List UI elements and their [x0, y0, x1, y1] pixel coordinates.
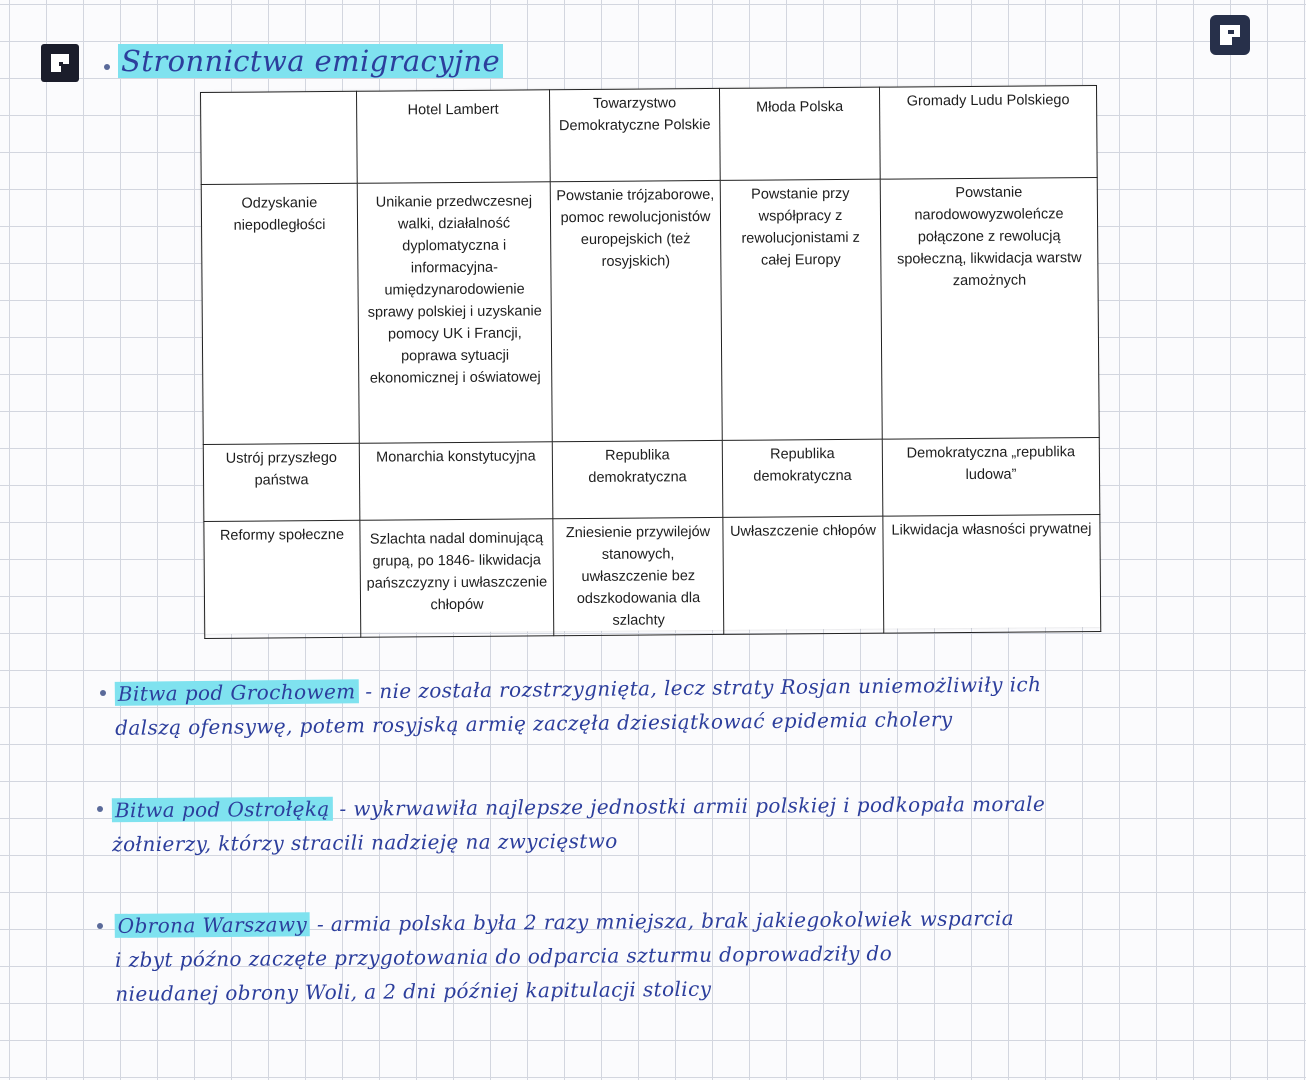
parties-table	[200, 85, 1100, 634]
note-text: - nie została rozstrzygnięta, lecz straty Rosjan uniemożliwiły ich	[358, 672, 1042, 704]
table-row	[204, 514, 1101, 638]
note-highlight: Obrona Warszawy	[115, 912, 311, 938]
table-row-label: Odzyskanie niepodległości	[201, 183, 359, 444]
note-ostroleka	[112, 787, 1046, 862]
table-cell: Powstanie trójzaborowe, pomoc rewolucjonistów europejskich (też rosyjskich)	[550, 180, 722, 441]
previous-page-icon	[48, 51, 72, 75]
table-row-label: Ustrój przyszłego państwa	[203, 443, 360, 521]
note-text: żołnierzy, którzy stracili nadzieję na zwycięstwo	[112, 828, 618, 857]
title-bullet	[104, 64, 110, 70]
table-cell: Szlachta nadal dominującą grupą, po 1846- likwidacja pańszczyzny i uwłaszczenie chłopów	[360, 519, 554, 638]
table-header-cell: Hotel Lambert	[356, 90, 550, 184]
note-text: i zbyt późno zaczęte przygotowania do odparcia szturmu doprowadziły do	[114, 941, 893, 972]
table-cell: Unikanie przedwczesnej walki, działalność dyplomatyczna i informacyjna- umiędzynarodowienie sprawy polskiej i uzyskanie pomocy UK i Francji, poprawa sytuacji ekonomicznej i oświatowej	[357, 182, 552, 444]
table-cell: Demokratyczna „republika ludowa”	[882, 437, 1100, 516]
table-row	[201, 177, 1099, 444]
note-bullet	[100, 690, 106, 696]
page-title	[118, 44, 503, 78]
table-header-cell: Towarzystwo Demokratyczne Polskie	[549, 88, 720, 181]
note-text: dalszą ofensywę, potem rosyjską armię zaczęła dziesiątkować epidemia cholery	[115, 707, 953, 740]
table-cell: Likwidacja własności prywatnej	[883, 514, 1101, 633]
table-cell: Republika demokratyczna	[722, 439, 883, 517]
note-grochow	[115, 667, 1042, 745]
table-cell: Uwłaszczenie chłopów	[723, 516, 884, 634]
table-row	[203, 437, 1100, 521]
note-text: - armia polska była 2 razy mniejsza, brak jakiegokolwiek wsparcia	[310, 906, 1015, 937]
next-page-button[interactable]	[1210, 15, 1250, 55]
note-bullet	[97, 923, 103, 929]
table-cell: Powstanie przy współpracy z rewolucjonistami z całej Europy	[720, 179, 882, 440]
note-highlight: Bitwa pod Grochowem	[115, 679, 359, 706]
table-header-cell: Gromady Ludu Polskiego	[879, 85, 1097, 179]
note-highlight: Bitwa pod Ostrołęką	[112, 797, 333, 823]
table-cell: Monarchia konstytucyjna	[359, 442, 553, 521]
previous-page-button[interactable]	[41, 44, 79, 82]
table-cell: Republika demokratyczna	[552, 440, 723, 518]
table-cell: Powstanie narodowowyzwoleńcze połączone z rewolucją społeczną, likwidacja warstw zamożnych	[880, 177, 1099, 439]
note-text: - wykrwawiła najlepsze jednostki armii polskiej i podkopała morale	[332, 791, 1046, 821]
table-header-cell: Młoda Polska	[719, 87, 880, 180]
next-page-icon	[1217, 22, 1243, 48]
note-text: nieudanej obrony Woli, a 2 dni później kapitulacji stolicy	[115, 976, 712, 1006]
note-bullet	[97, 806, 103, 812]
table-row-label: Reformy społeczne	[204, 520, 361, 638]
table-header-row	[201, 85, 1098, 184]
table-cell: Zniesienie przywilejów stanowych, uwłaszczenie bez odszkodowania dla szlachty	[553, 517, 724, 635]
note-warszawa	[115, 901, 1015, 1011]
title-highlight: Stronnictwa emigracyjne	[118, 44, 503, 78]
table-header-cell	[201, 91, 358, 184]
